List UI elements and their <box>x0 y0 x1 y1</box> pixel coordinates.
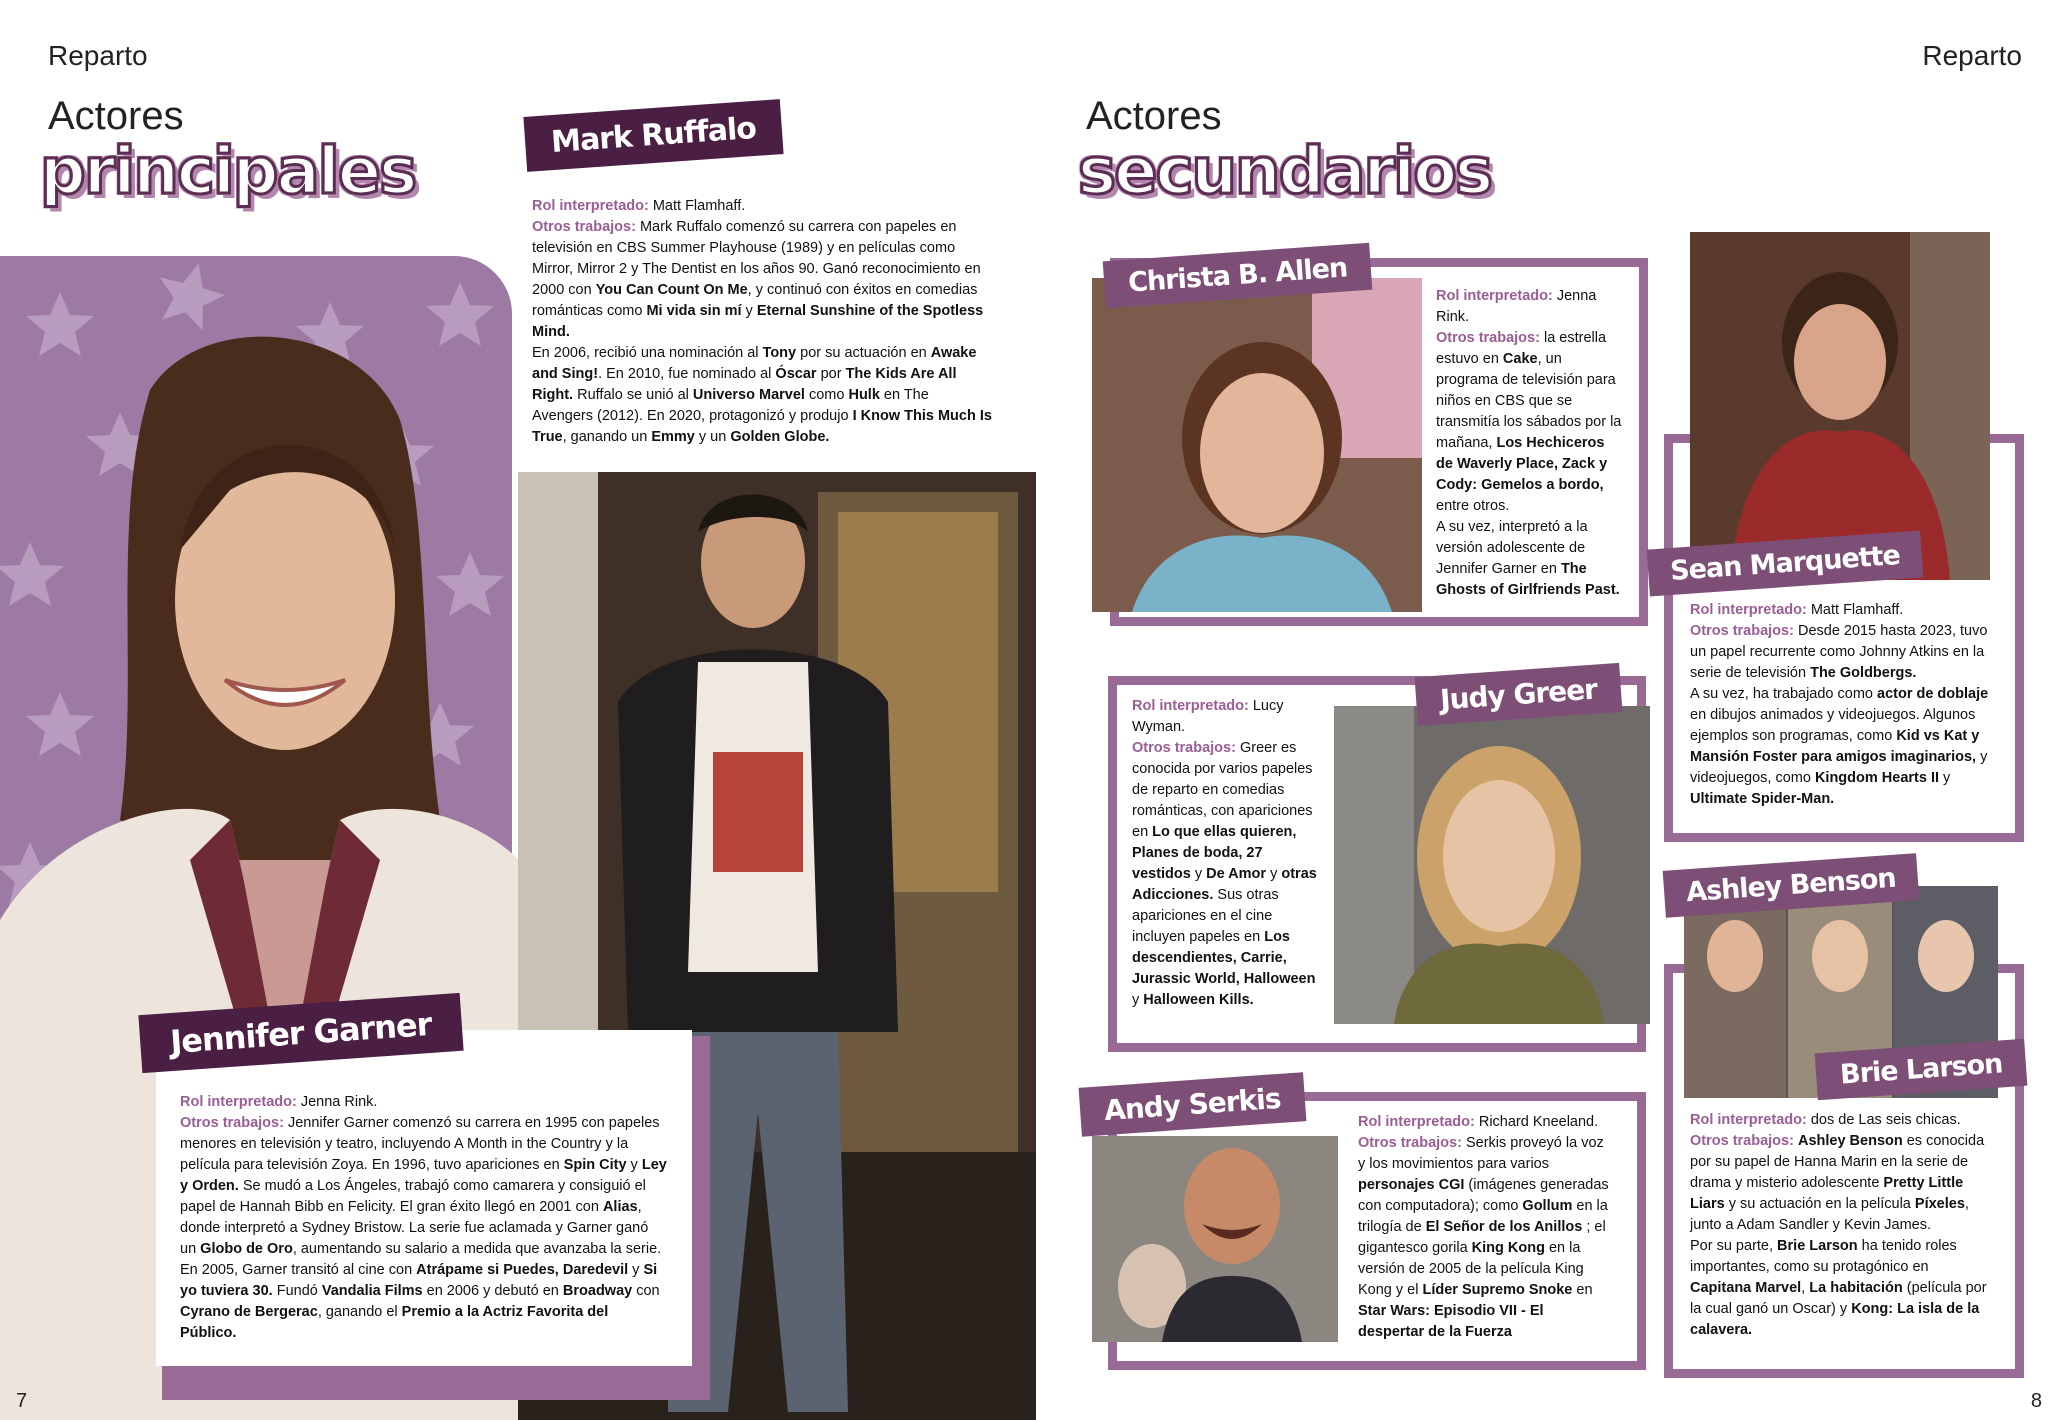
bio-text: por <box>816 366 846 382</box>
bio-text: En 2006, recibió una nominación al <box>532 345 763 361</box>
bio-bold-text: personajes CGI <box>1358 1177 1465 1193</box>
bio-text: Greer es conocida por varios papeles de reparto en comedias románticas, con apariciones en <box>1132 740 1313 840</box>
bio-bold-text: Halloween Kills. <box>1143 992 1254 1008</box>
bio-bold-text: Awake and Sing! <box>532 345 977 382</box>
bio-bold-text: Eternal Sunshine of the Spotless Mind. <box>532 303 984 340</box>
bio-bold-text: Spin City <box>563 1157 627 1173</box>
bio-bold-text: otras Adicciones. <box>1132 866 1317 903</box>
sean-marquette-figure <box>1690 232 1990 580</box>
label-otros: Otros trabajos: <box>1436 330 1540 346</box>
bio-text: , <box>1801 1280 1810 1296</box>
page-number-right: 8 <box>2030 1390 2042 1412</box>
bio-bold-text: Brie Larson <box>1777 1238 1858 1254</box>
bio-bold-text: Ley y Orden. <box>180 1157 667 1194</box>
bio-bold-text: Capitana Marvel <box>1690 1280 1802 1296</box>
bio-text: , ganando el <box>317 1304 402 1320</box>
bio-text: Por su parte, <box>1690 1238 1778 1254</box>
rol-value: Jenna Rink. <box>300 1094 378 1110</box>
bio-text: es conocida por su papel de Hanna Marin en la serie de drama y misterio adolescente <box>1690 1133 1985 1191</box>
andy-serkis-figure <box>1092 1136 1338 1342</box>
bio-text: y <box>628 1262 644 1278</box>
bio-text: en The Avengers (2012). En 2020, protagonizó y produjo <box>532 387 929 424</box>
bio-bold-text: Pretty Little Liars <box>1690 1175 1964 1212</box>
bio-bold-text: Píxeles <box>1914 1196 1965 1212</box>
label-otros: Otros trabajos: <box>180 1115 284 1131</box>
bio-bold-text: Lo que ellas quieren, Planes de boda, 27 vestidos <box>1132 824 1297 882</box>
bio-para <box>1436 330 1621 514</box>
bio-text: A su vez, ha trabajado como <box>1690 686 1877 702</box>
bio-text: como <box>804 387 849 403</box>
rol-value: Lucy Wyman. <box>1132 698 1284 735</box>
bio-bold-text: The Goldbergs. <box>1810 665 1917 681</box>
bio-text: , donde interpretó a Sydney Bristow. La serie fue aclamada y Garner ganó un <box>180 1199 649 1257</box>
bio-text: (imágenes generadas con computadora); como <box>1358 1177 1609 1214</box>
bio-bold-text: Gollum <box>1522 1198 1573 1214</box>
bio-bold-text: Óscar <box>775 366 817 382</box>
title-secundarios: secundarios <box>1078 135 1492 209</box>
bio-bold-text: Golden Globe. <box>730 429 830 445</box>
bio-para <box>532 219 983 340</box>
bio-bold-text: Kong: La isla de la calavera. <box>1690 1301 1980 1338</box>
name-tag-ashley-benson: Ashley Benson <box>1663 853 1919 918</box>
bio-text: (película por la cual ganó un Oscar) y <box>1690 1280 1987 1317</box>
bio-text: , aumentando su salario a medida que avanzaba la serie. En 2005, Garner transitó al cine con <box>180 1241 662 1278</box>
bio-bold-text: Tony <box>762 345 797 361</box>
bio-text: y <box>1939 770 1951 786</box>
bio-text: y <box>741 303 757 319</box>
label-otros: Otros trabajos: <box>1132 740 1236 756</box>
bio-text: y <box>626 1157 642 1173</box>
bio-text: en <box>1572 1282 1593 1298</box>
bio-para <box>1132 740 1317 1008</box>
bio-bold-text: La habitación <box>1809 1280 1903 1296</box>
bio-text: A su vez, interpretó a la versión adolescente de Jennifer Garner en <box>1436 519 1588 577</box>
label-rol: Rol interpretado: <box>1436 288 1553 304</box>
bio-text: en la versión de 2005 de la película King Kong y el <box>1358 1240 1584 1298</box>
bio-text: en la trilogía de <box>1358 1198 1608 1235</box>
jennifer-garner-bio <box>180 1092 668 1344</box>
mark-ruffalo-bio <box>532 196 992 448</box>
rol-value: dos de Las seis chicas. <box>1810 1112 1961 1128</box>
bio-bold-text: The Ghosts of Girlfriends Past. <box>1436 561 1620 598</box>
bio-bold-text: I Know This Much Is True <box>532 408 992 445</box>
andy-serkis-photo <box>1092 1136 1338 1342</box>
bio-bold-text: Líder Supremo Snoke <box>1422 1282 1573 1298</box>
bio-bold-text: Mi vida sin mí <box>646 303 742 319</box>
judy-greer-figure <box>1334 706 1650 1024</box>
bio-para <box>532 343 992 448</box>
name-tag-andy-serkis: Andy Serkis <box>1079 1072 1306 1137</box>
rol-value: Matt Flamhaff. <box>1810 602 1904 618</box>
bio-bold-text: Hulk <box>848 387 880 403</box>
label-otros: Otros trabajos: <box>1358 1135 1462 1151</box>
bio-text: entre otros. <box>1436 498 1510 514</box>
bio-text: , ganando un <box>562 429 652 445</box>
page-number-left: 7 <box>16 1390 28 1412</box>
kicker-actores-right: Actores <box>1086 94 1222 138</box>
bio-text: . En 2010, fue nominado al <box>598 366 776 382</box>
bio-para <box>180 1115 667 1341</box>
bio-text: Fundó <box>272 1283 322 1299</box>
label-rol: Rol interpretado: <box>1690 1112 1807 1128</box>
bio-bold-text: Si yo tuviera 30. <box>180 1262 658 1299</box>
bio-text: Serkis proveyó la voz y los movimientos para varios <box>1358 1135 1604 1172</box>
bio-text: por su actuación en <box>796 345 931 361</box>
section-header-right: Reparto <box>1922 40 2022 71</box>
bio-text: Jennifer Garner comenzó su carrera en 1995 con papeles menores en televisión y teatro, incluyendo A Month in the Country y la película para televisión Zoya. En 1996, tuvo apariciones en <box>180 1115 660 1173</box>
label-rol: Rol interpretado: <box>1132 698 1249 714</box>
bio-text: en dibujos animados y videojuegos. Algunos ejemplos son programas, como <box>1690 707 1976 744</box>
bio-text: Ruffalo se unió al <box>573 387 693 403</box>
bio-bold-text: Los Hechiceros de Waverly Place, Zack y Cody: Gemelos a bordo, <box>1436 435 1608 493</box>
label-otros: Otros trabajos: <box>532 219 636 235</box>
judy-greer-bio <box>1132 696 1320 1011</box>
bio-bold-text: Universo Marvel <box>692 387 805 403</box>
bio-bold-text: Globo de Oro <box>200 1241 293 1257</box>
bio-bold-text: King Kong <box>1471 1240 1545 1256</box>
name-tag-judy-greer: Judy Greer <box>1415 663 1623 726</box>
name-tag-brie-larson: Brie Larson <box>1815 1039 2028 1101</box>
bio-text: la estrella estuvo en <box>1436 330 1607 367</box>
bio-bold-text: Atrápame si Puedes, Daredevil <box>416 1262 629 1278</box>
bio-text: ha tenido roles importantes, como su protagónico en <box>1690 1238 1957 1275</box>
name-tag-christa-allen: Christa B. Allen <box>1103 243 1373 309</box>
sean-marquette-bio <box>1690 600 1990 810</box>
name-tag-jennifer-garner: Jennifer Garner <box>138 993 463 1073</box>
bio-text: con <box>632 1283 660 1299</box>
bio-para <box>1690 1236 1992 1341</box>
ashley-benson-bio <box>1690 1110 1992 1341</box>
section-header-left: Reparto <box>48 40 148 71</box>
bio-text: y su actuación en la película <box>1724 1196 1915 1212</box>
sean-marquette-photo <box>1690 232 1990 580</box>
judy-greer-photo <box>1334 706 1650 1024</box>
bio-text: Desde 2015 hasta 2023, tuvo un papel recurrente como Johnny Atkins en la serie de televisión <box>1690 623 1988 681</box>
rol-value: Richard Kneeland. <box>1478 1114 1599 1130</box>
bio-bold-text: El Señor de los Anillos <box>1425 1219 1583 1235</box>
bio-bold-text: Cake <box>1502 351 1538 367</box>
bio-bold-text: You Can Count On Me <box>595 282 748 298</box>
bio-para <box>1436 517 1622 601</box>
bio-bold-text: Kid vs Kat y Mansión Foster para amigos imaginarios, <box>1690 728 1980 765</box>
label-rol: Rol interpretado: <box>1690 602 1807 618</box>
bio-bold-text: Emmy <box>651 429 695 445</box>
bio-bold-text: Ultimate Spider-Man. <box>1690 791 1835 807</box>
rol-value: Matt Flamhaff. <box>652 198 746 214</box>
bio-bold-text: Star Wars: Episodio VII - El despertar de la Fuerza <box>1358 1303 1544 1340</box>
bio-text: y <box>1132 992 1144 1008</box>
bio-para <box>1358 1135 1609 1340</box>
bio-para <box>1690 684 1990 810</box>
bio-bold-text: Ashley Benson <box>1797 1133 1903 1149</box>
bio-text: y videojuegos, como <box>1690 749 1988 786</box>
bio-bold-text: Premio a la Actriz Favorita del Público. <box>180 1304 609 1341</box>
label-rol: Rol interpretado: <box>180 1094 297 1110</box>
bio-text: Sus otras apariciones en el cine incluyen papeles en <box>1132 887 1279 945</box>
name-tag-sean-marquette: Sean Marquette <box>1647 531 1924 597</box>
label-rol: Rol interpretado: <box>532 198 649 214</box>
bio-text: Se mudó a Los Ángeles, trabajó como camarera y consiguió el papel de Hannah Bibb en Felicity. El gran éxito llegó en 2001 con <box>180 1178 646 1215</box>
bio-bold-text: Kingdom Hearts II <box>1814 770 1940 786</box>
name-tag-mark-ruffalo: Mark Ruffalo <box>523 99 783 172</box>
bio-bold-text: Cyrano de Bergerac <box>180 1304 318 1320</box>
rol-value: Jenna Rink. <box>1436 288 1597 325</box>
bio-text: ; el gigantesco gorila <box>1358 1219 1606 1256</box>
bio-bold-text: actor de doblaje <box>1877 686 1989 702</box>
kicker-actores-left: Actores <box>48 94 184 138</box>
bio-text: , y continuó con éxitos en comedias románticas como <box>532 282 978 319</box>
bio-bold-text: Broadway <box>562 1283 633 1299</box>
christa-allen-photo <box>1092 278 1422 612</box>
title-principales: principales <box>40 135 416 209</box>
bio-bold-text: Vandalia Films <box>321 1283 423 1299</box>
bio-text: y un <box>694 429 731 445</box>
bio-text: Mark Ruffalo comenzó su carrera con papeles en televisión en CBS Summer Playhouse (1989) y en películas como Mirror, Mirror 2 y The Dentist en los años 90. Ganó reconocimiento en 2000 con <box>532 219 981 298</box>
label-rol: Rol interpretado: <box>1358 1114 1475 1130</box>
bio-text: , junto a Adam Sandler y Kevin James. <box>1690 1196 1969 1233</box>
label-otros: Otros trabajos: <box>1690 1133 1794 1149</box>
christa-allen-bio <box>1436 286 1622 601</box>
bio-text: , un programa de televisión para niños en CBS que se transmitía los sábados por la mañana, <box>1436 351 1622 451</box>
bio-bold-text: Los descendientes, Carrie, Jurassic World, Halloween <box>1132 929 1316 987</box>
bio-text: y <box>1266 866 1282 882</box>
bio-text: y <box>1190 866 1207 882</box>
bio-text: en 2006 y debutó en <box>422 1283 563 1299</box>
bio-bold-text: The Kids Are All Right. <box>532 366 957 403</box>
christa-allen-figure <box>1092 278 1422 612</box>
bio-bold-text: Alias <box>602 1199 638 1215</box>
andy-serkis-bio <box>1358 1112 1610 1343</box>
label-otros: Otros trabajos: <box>1690 623 1794 639</box>
bio-bold-text: De Amor <box>1206 866 1267 882</box>
